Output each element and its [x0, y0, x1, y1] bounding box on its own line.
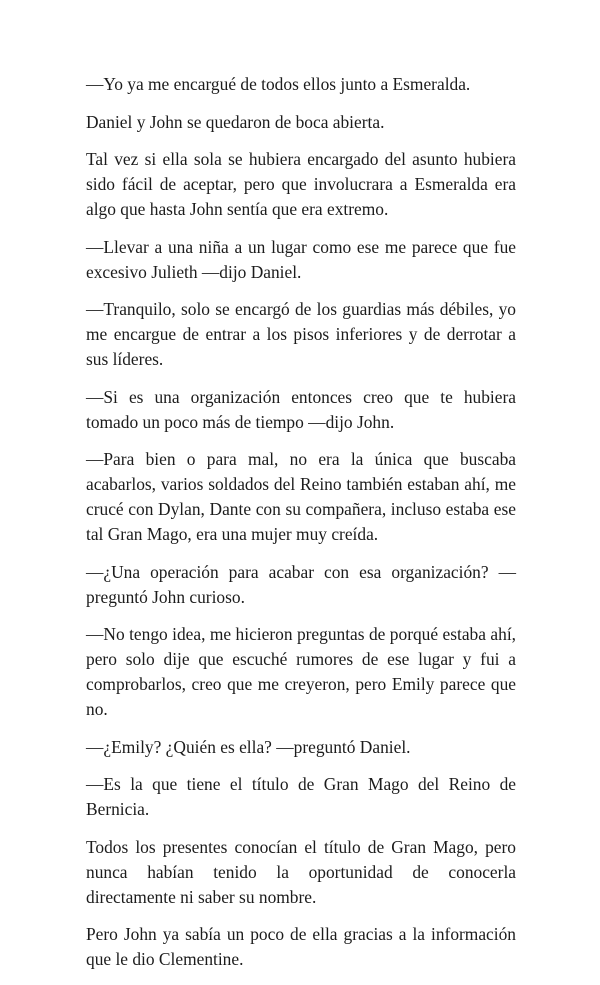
paragraph: Tal vez si ella sola se hubiera encargado del asunto hubiera sido fácil de aceptar, pero que involucrara a Esmeralda era algo que hasta John sentía que era extremo.: [86, 149, 516, 219]
paragraph: —¿Una operación para acabar con esa organización? —preguntó John curioso.: [86, 561, 516, 607]
paragraph: —Para bien o para mal, no era la única que buscaba acabarlos, varios soldados del Reino también estaban ahí, me crucé con Dylan, Dante con su compañera, incluso estaba ese tal Gran Mago, era una mujer muy creída.: [86, 449, 516, 544]
paragraph: Daniel y John se quedaron de boca abierta.: [86, 111, 385, 132]
paragraph: Todos los presentes conocían el título de Gran Mago, pero nunca habían tenido la oportunidad de conocerla directamente ni saber su nombre.: [86, 836, 516, 907]
paragraph: —Si es una organización entonces creo que te hubiera tomado un poco más de tiempo —dijo John.: [86, 386, 516, 432]
paragraph: —No tengo idea, me hicieron preguntas de porqué estaba ahí, pero solo dije que escuché rumores de ese lugar y fui a comprobarlos, creo que me creyeron, pero Emily parece que no.: [86, 624, 516, 719]
book-page-text: [86, 72, 516, 985]
paragraph: —Yo ya me encargué de todos ellos junto a Esmeralda.: [86, 74, 471, 94]
paragraph: Pero John ya sabía un poco de ella gracias a la información que le dio Clementine.: [86, 924, 516, 969]
paragraph: —¿Emily? ¿Quién es ella? —preguntó Daniel.: [86, 736, 411, 757]
paragraph: —Llevar a una niña a un lugar como ese me parece que fue excesivo Julieth —dijo Daniel.: [86, 236, 516, 282]
paragraph: —Es la que tiene el título de Gran Mago del Reino de Bernicia.: [86, 774, 516, 819]
paragraph: —Tranquilo, solo se encargó de los guardias más débiles, yo me encargue de entrar a los pisos inferiores y de derrotar a sus líderes.: [86, 299, 516, 369]
